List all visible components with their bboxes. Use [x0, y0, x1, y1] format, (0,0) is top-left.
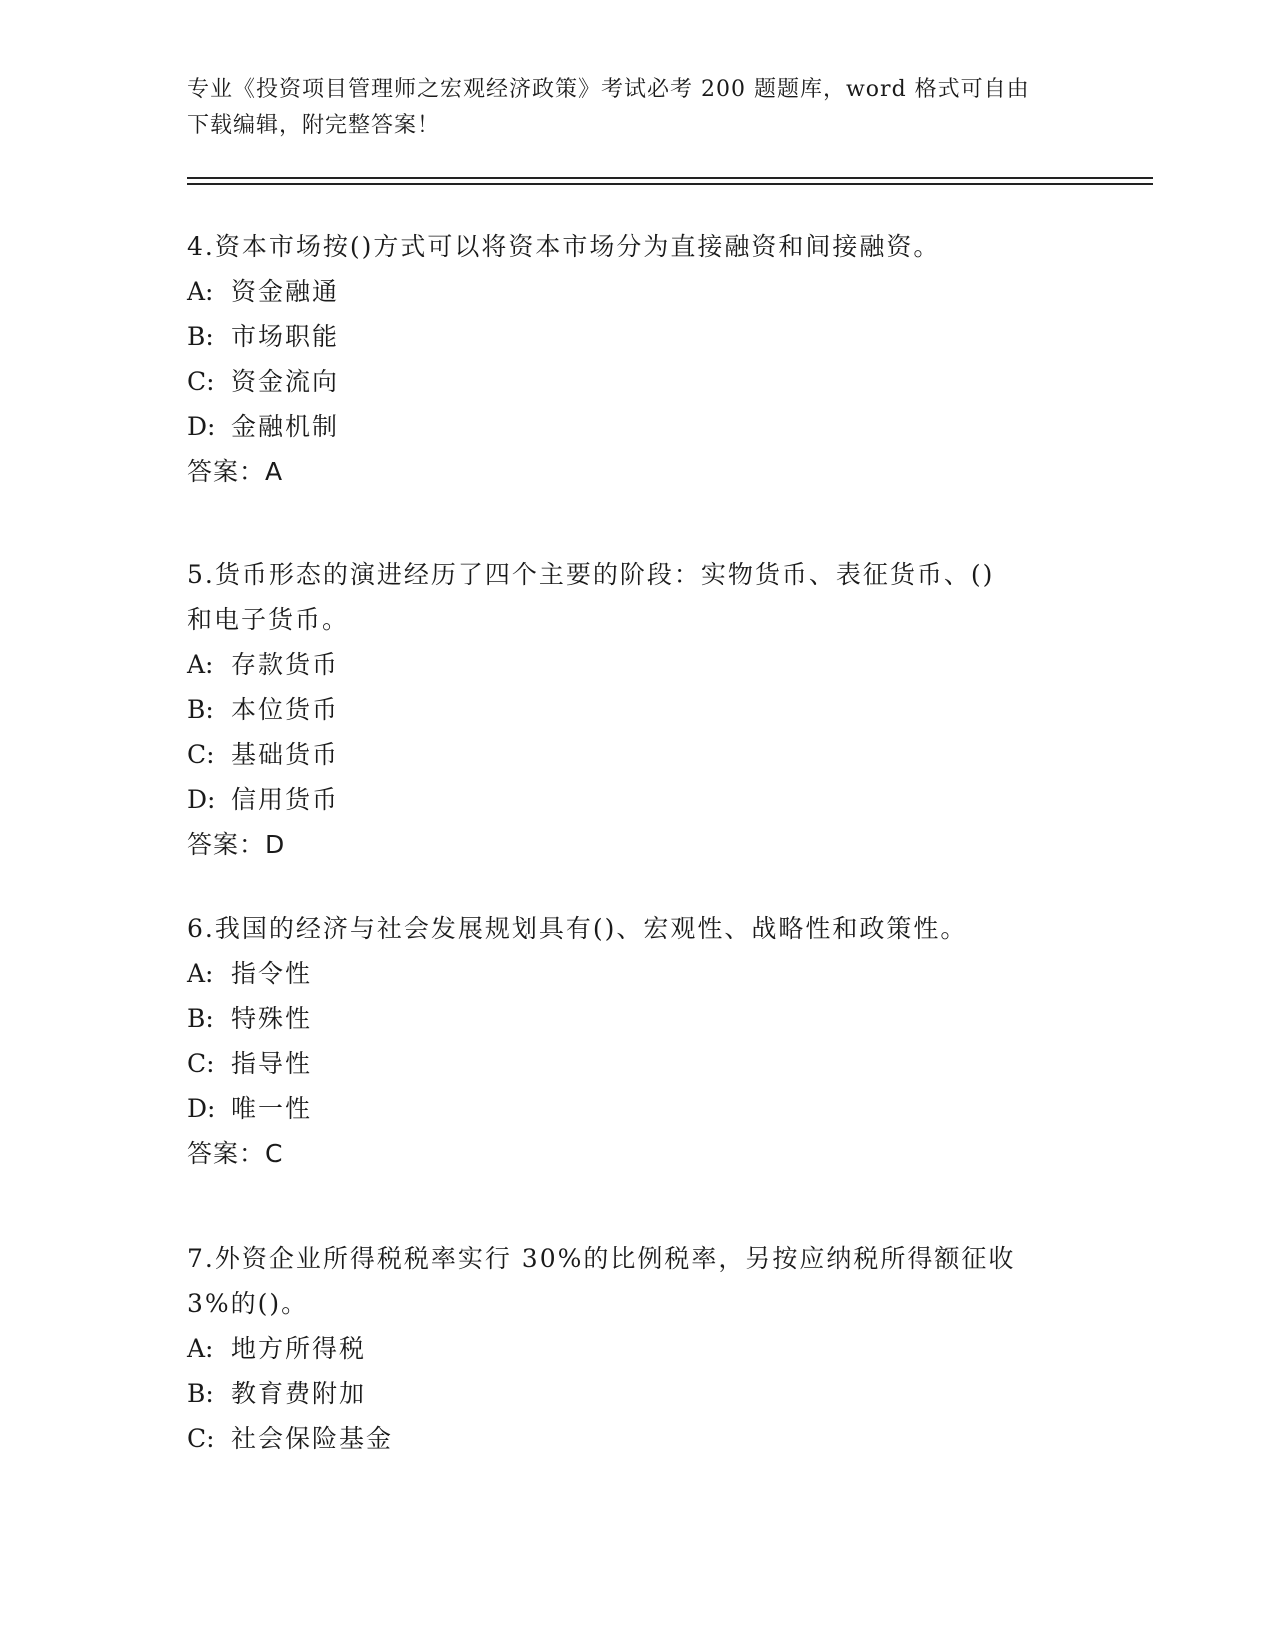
- option-c: [187, 359, 1067, 404]
- option-key: B:: [187, 1004, 214, 1033]
- question-stem: 6.我国的经济与社会发展规划具有()、宏观性、战略性和政策性。: [187, 914, 968, 943]
- option-text: 社会保险基金: [231, 1424, 394, 1453]
- question-stem: 5.货币形态的演进经历了四个主要的阶段：实物货币、表征货币、(): [187, 560, 995, 589]
- option-key: A:: [187, 1334, 214, 1363]
- question-5: [187, 552, 1067, 867]
- option-d: [187, 777, 1067, 822]
- option-text: 信用货币: [231, 785, 340, 814]
- option-key: A:: [187, 277, 214, 306]
- answer-line: 答案：C: [187, 1139, 284, 1168]
- question-4: [187, 224, 1067, 494]
- option-key: C:: [187, 1424, 215, 1453]
- answer-line: 答案：A: [187, 457, 284, 486]
- option-c: [187, 1041, 1067, 1086]
- option-c: [187, 732, 1067, 777]
- option-b: [187, 996, 1067, 1041]
- option-a: [187, 951, 1067, 996]
- option-a: [187, 269, 1067, 314]
- option-text: 地方所得税: [231, 1334, 367, 1363]
- option-text: 金融机制: [231, 412, 340, 441]
- option-key: D:: [187, 1094, 216, 1123]
- answer-line: 答案：D: [187, 830, 286, 859]
- question-stem: 4.资本市场按()方式可以将资本市场分为直接融资和间接融资。: [187, 232, 941, 261]
- header-divider-bottom: [187, 183, 1153, 185]
- option-text: 特殊性: [231, 1004, 313, 1033]
- option-text: 基础货币: [231, 740, 340, 769]
- option-key: C:: [187, 1049, 215, 1078]
- option-text: 指令性: [231, 959, 313, 988]
- option-text: 资金融通: [231, 277, 340, 306]
- option-text: 指导性: [231, 1049, 313, 1078]
- option-a: [187, 642, 1067, 687]
- option-b: [187, 687, 1067, 732]
- option-b: [187, 1371, 1067, 1416]
- option-key: C:: [187, 740, 215, 769]
- header-divider-top: [187, 177, 1153, 179]
- question-7: [187, 1236, 1067, 1461]
- option-text: 本位货币: [231, 695, 340, 724]
- option-text: 唯一性: [231, 1094, 313, 1123]
- option-text: 教育费附加: [231, 1379, 367, 1408]
- document-header: [187, 72, 1087, 144]
- option-key: A:: [187, 650, 214, 679]
- option-key: D:: [187, 785, 216, 814]
- option-b: [187, 314, 1067, 359]
- option-key: A:: [187, 959, 214, 988]
- option-key: B:: [187, 322, 214, 351]
- option-d: [187, 404, 1067, 449]
- option-text: 市场职能: [231, 322, 340, 351]
- question-stem-continued: 3%的()。: [187, 1289, 309, 1318]
- question-stem-continued: 和电子货币。: [187, 605, 350, 634]
- question-6: [187, 906, 1067, 1176]
- option-key: D:: [187, 412, 216, 441]
- option-c: [187, 1416, 1067, 1461]
- option-text: 存款货币: [231, 650, 340, 679]
- option-d: [187, 1086, 1067, 1131]
- option-key: B:: [187, 695, 214, 724]
- option-key: C:: [187, 367, 215, 396]
- option-text: 资金流向: [231, 367, 340, 396]
- option-key: B:: [187, 1379, 214, 1408]
- header-line-2: 下载编辑，附完整答案！: [187, 113, 441, 138]
- header-line-1: 专业《投资项目管理师之宏观经济政策》考试必考 200 题题库，word 格式可自由: [187, 77, 1030, 102]
- option-a: [187, 1326, 1067, 1371]
- question-stem: 7.外资企业所得税税率实行 30%的比例税率，另按应纳税所得额征收: [187, 1244, 1016, 1273]
